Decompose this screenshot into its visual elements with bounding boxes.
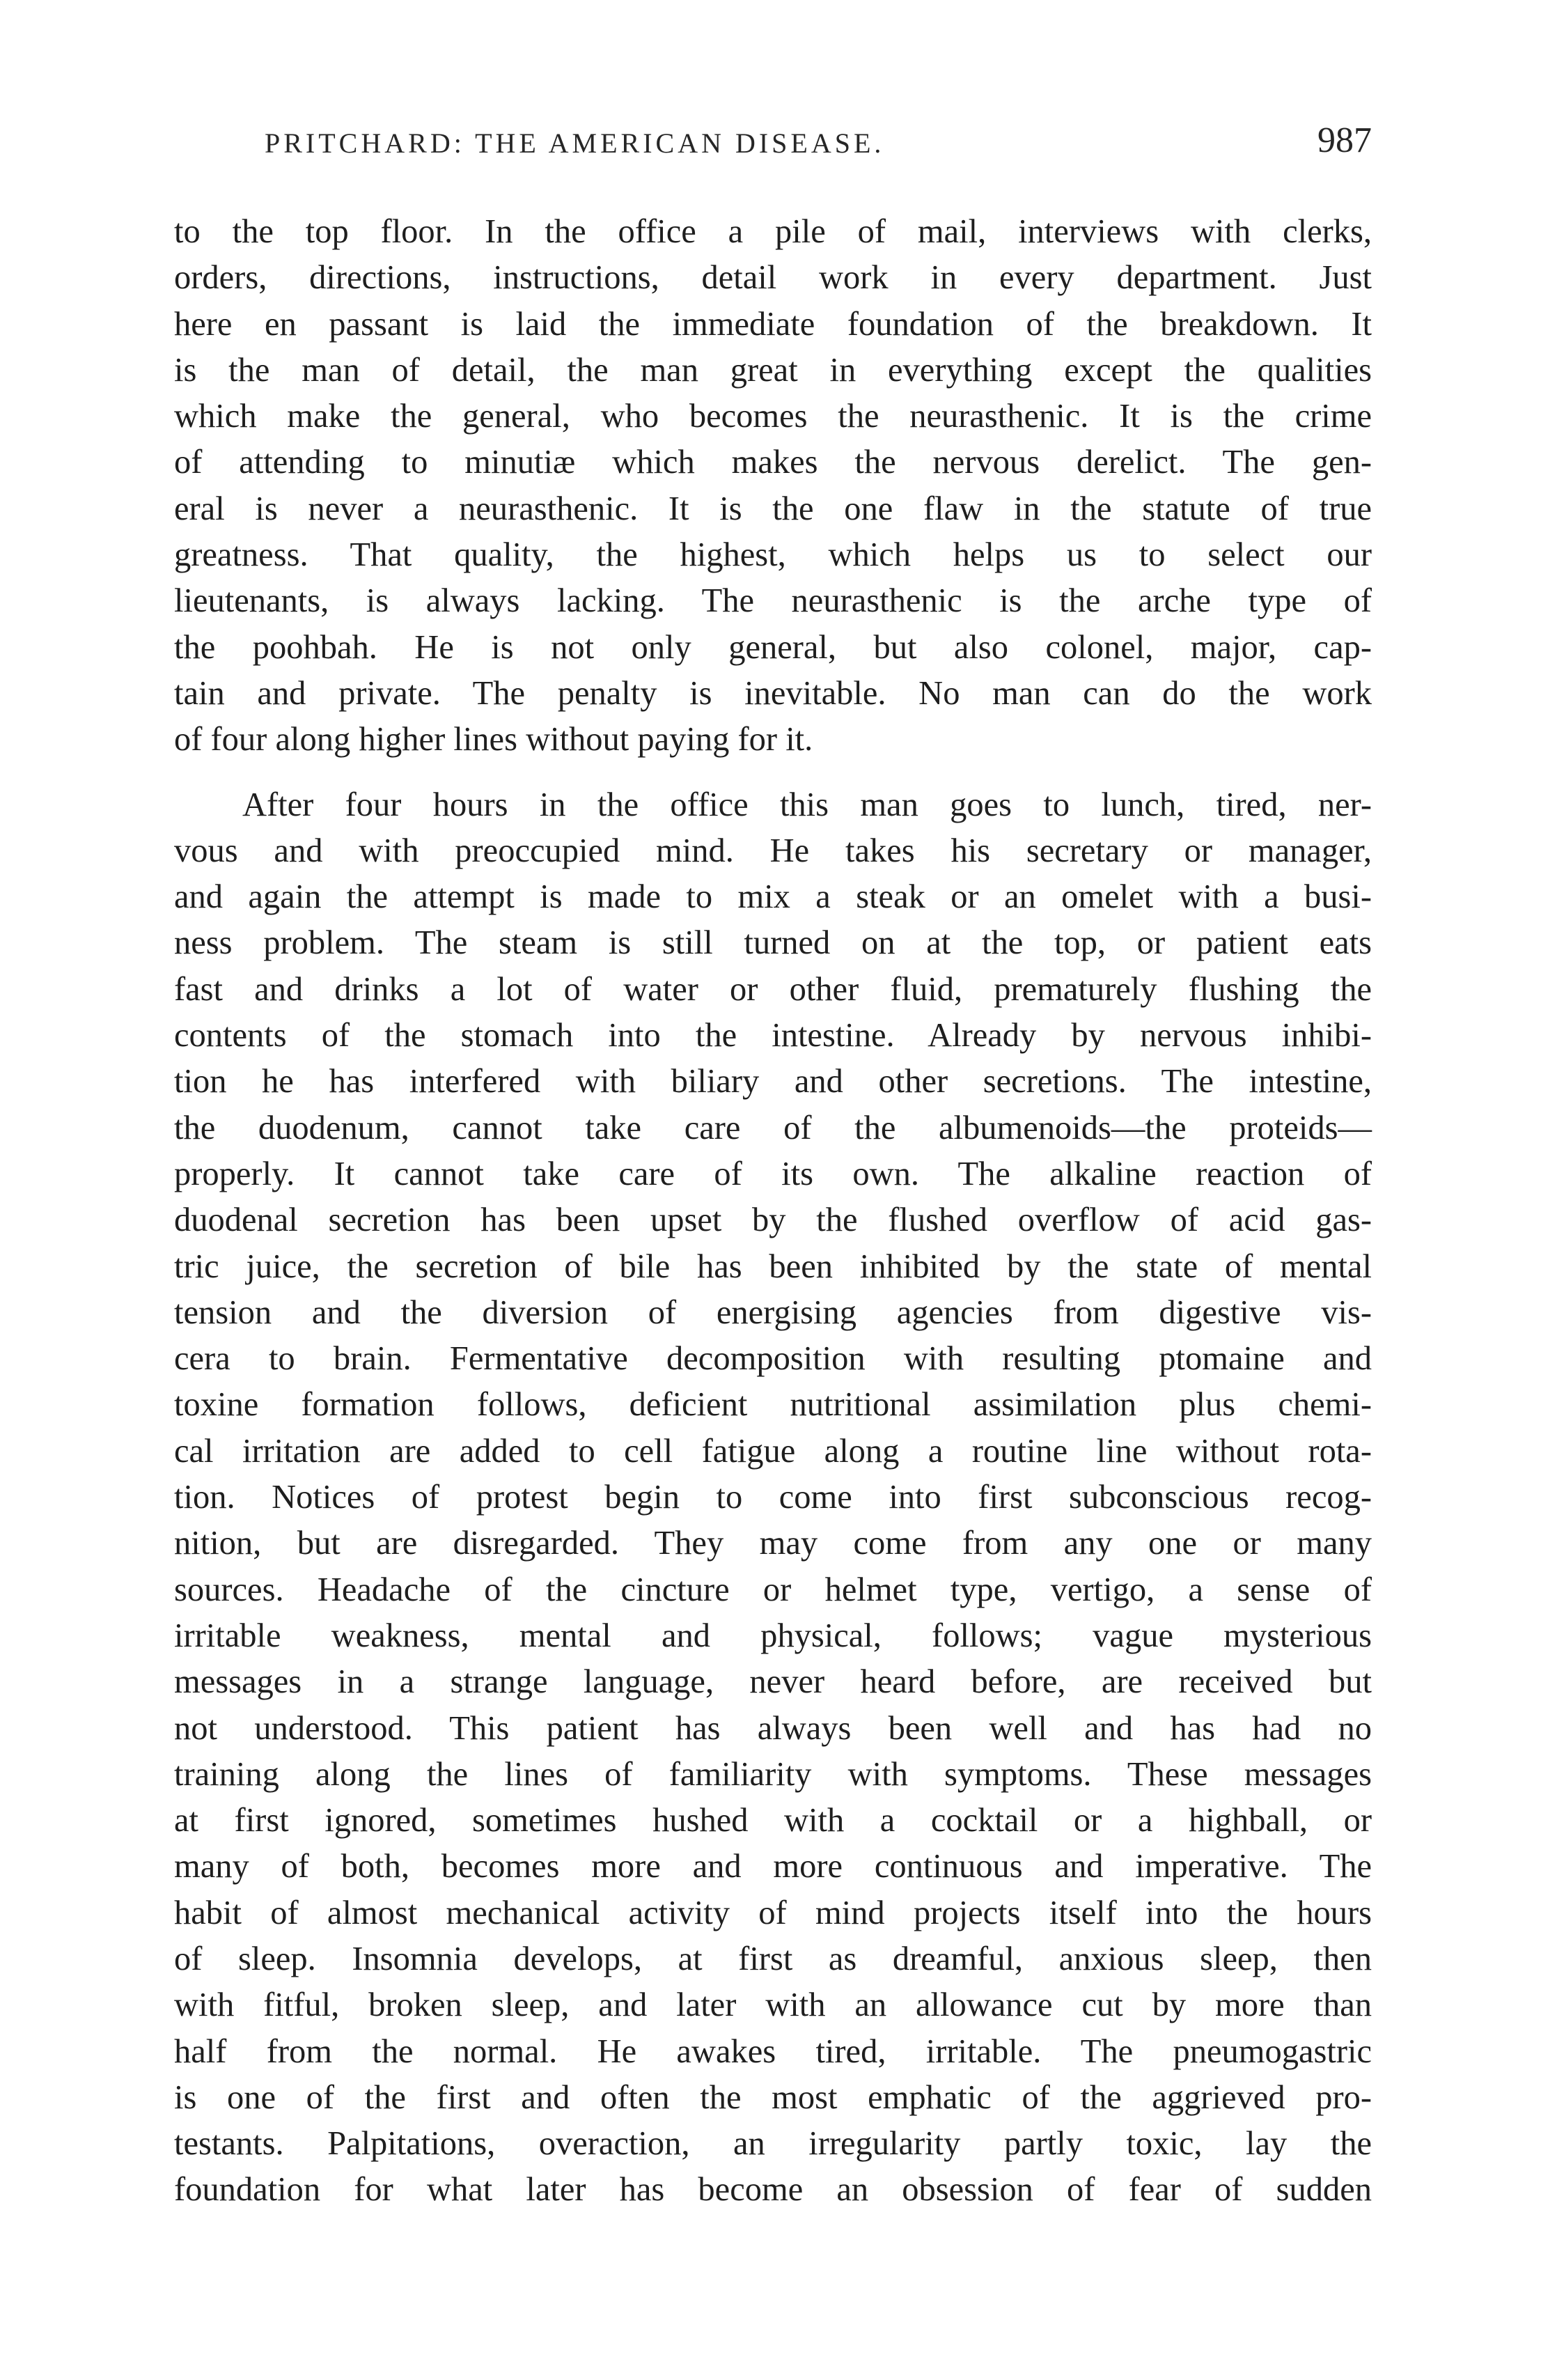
text-line: and again the attempt is made to mix a steak or an omelet with a busi- <box>174 878 1372 916</box>
text-line: eral is never a neurasthenic. It is the one flaw in the statute of true <box>174 490 1372 527</box>
body-text <box>174 209 1372 2214</box>
text-line: cera to brain. Fermentative decomposition with resulting ptomaine and <box>174 1340 1372 1378</box>
text-line: half from the normal. He awakes tired, irritable. The pneumogastric <box>174 2032 1372 2070</box>
text-line: many of both, becomes more and more continuous and imperative. The <box>174 1848 1372 1885</box>
text-line: irritable weakness, mental and physical, follows; vague mysterious <box>174 1617 1372 1654</box>
text-line: here en passant is laid the immediate foundation of the breakdown. It <box>174 305 1372 343</box>
text-line: tension and the diversion of energising agencies from digestive vis- <box>174 1293 1372 1331</box>
text-line: cal irritation are added to cell fatigue along a routine line without rota- <box>174 1432 1372 1470</box>
text-line: ness problem. The steam is still turned on at the top, or patient eats <box>174 924 1372 962</box>
text-line: is the man of detail, the man great in everything except the qualities <box>174 351 1372 389</box>
paragraph-2 <box>174 782 1372 2214</box>
text-line: testants. Palpitations, overaction, an irregularity partly toxic, lay the <box>174 2125 1372 2163</box>
text-line: with fitful, broken sleep, and later with an allowance cut by more than <box>174 1986 1372 2024</box>
text-line: tion. Notices of protest begin to come into first subconscious recog- <box>174 1479 1372 1516</box>
text-line: of four along higher lines without paying for it. <box>174 721 813 759</box>
text-line: of sleep. Insomnia develops, at first as dreamful, anxious sleep, then <box>174 1940 1372 1977</box>
text-line: training along the lines of familiarity with symptoms. These messages <box>174 1755 1372 1793</box>
text-line: tain and private. The penalty is inevitable. No man can do the work <box>174 674 1372 712</box>
text-line: properly. It cannot take care of its own. The alkaline reaction of <box>174 1155 1372 1192</box>
text-line: at first ignored, sometimes hushed with a cocktail or a highball, or <box>174 1802 1372 1840</box>
text-line: the poohbah. He is not only general, but also colonel, major, cap- <box>174 628 1372 666</box>
text-line: fast and drinks a lot of water or other fluid, prematurely flushing the <box>174 970 1372 1008</box>
text-line: not understood. This patient has always been well and has had no <box>174 1709 1372 1747</box>
text-line: orders, directions, instructions, detail work in every department. Just <box>174 259 1372 297</box>
text-line: tric juice, the secretion of bile has been inhibited by the state of mental <box>174 1247 1372 1285</box>
text-line: messages in a strange language, never heard before, are received but <box>174 1663 1372 1701</box>
text-line: is one of the first and often the most emphatic of the aggrieved pro- <box>174 2078 1372 2116</box>
text-line: After four hours in the office this man goes to lunch, tired, ner- <box>242 786 1372 823</box>
page-number: 987 <box>1317 120 1372 160</box>
text-line: of attending to minutiæ which makes the nervous derelict. The gen- <box>174 444 1372 481</box>
text-line: sources. Headache of the cincture or helmet type, vertigo, a sense of <box>174 1571 1372 1608</box>
text-line: vous and with preoccupied mind. He takes his secretary or manager, <box>174 832 1372 869</box>
page-header <box>174 120 1372 169</box>
text-line: toxine formation follows, deficient nutritional assimilation plus chemi- <box>174 1386 1372 1424</box>
text-line: lieutenants, is always lacking. The neurasthenic is the arche type of <box>174 582 1372 620</box>
text-line: nition, but are disregarded. They may come from any one or many <box>174 1525 1372 1562</box>
text-line: foundation for what later has become an obsession of fear of sudden <box>174 2171 1372 2209</box>
paragraph-spacer <box>174 763 1372 782</box>
text-line: habit of almost mechanical activity of mind projects itself into the hours <box>174 1894 1372 1931</box>
text-line: which make the general, who becomes the neurasthenic. It is the crime <box>174 398 1372 435</box>
paragraph-1 <box>174 209 1372 763</box>
text-line: to the top floor. In the office a pile of mail, interviews with clerks, <box>174 213 1372 250</box>
text-line: tion he has interfered with biliary and other secretions. The intestine, <box>174 1063 1372 1100</box>
text-line: the duodenum, cannot take care of the albumenoids—the proteids— <box>174 1109 1372 1146</box>
text-line: duodenal secretion has been upset by the flushed overflow of acid gas- <box>174 1201 1372 1239</box>
text-line: contents of the stomach into the intestine. Already by nervous inhibi- <box>174 1017 1372 1055</box>
text-line: greatness. That quality, the highest, which helps us to select our <box>174 536 1372 574</box>
running-title: PRITCHARD: THE AMERICAN DISEASE. <box>265 127 885 159</box>
